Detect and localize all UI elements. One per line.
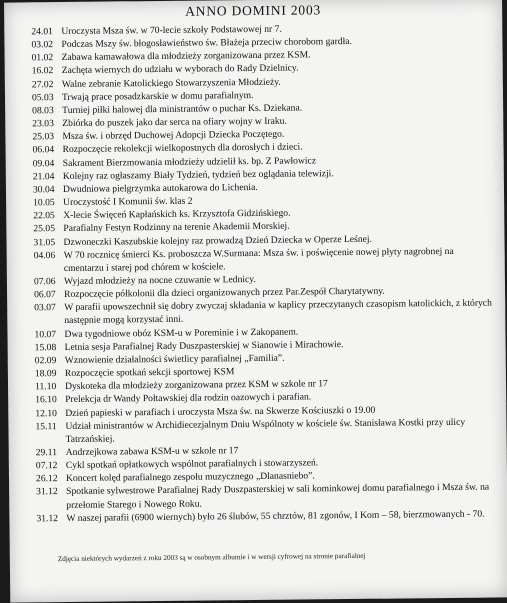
entry-text: Cykl spotkań opłatkowych wspólnot parafialnych i stowarzyszeń.	[65, 457, 319, 472]
entry-date: 21.04	[32, 170, 55, 183]
entry-text: Udział ministrantów w Archidiecezjalnym Dniu Wspólnoty w kościele św. Stanisława Kostki przy ulicy Tatrzańskiej.	[65, 416, 466, 445]
entry-text: Rozpoczęcie spotkań sekcji sportowej KSM	[64, 366, 235, 380]
entry-text: Turniej piłki halowej dla ministrantów o puchar Ks. Dziekana.	[62, 102, 303, 116]
entry-date: 10.05	[33, 197, 55, 209]
entry-text: Wyjazd młodzieży na nocne czuwanie w Lednicy.	[63, 273, 256, 287]
entry-date: 12.10	[35, 407, 57, 419]
entry-date: 26.12	[35, 473, 58, 485]
entry-text: Wznowienie działalności świetlicy parafialnej „Familia”.	[64, 352, 285, 366]
entry-text: Msza św. i obrzęd Duchowej Adopcji Dziecka Poczętego.	[62, 128, 285, 143]
entry-date: 09.04	[32, 157, 55, 169]
entry-date: 03.07	[34, 302, 56, 314]
entry-date: 01.02	[31, 52, 54, 64]
document-title: ANNO DOMINI 2003	[185, 2, 322, 19]
event-list	[31, 21, 495, 526]
entry-text: Andrzejkowa zabawa KSM-u w szkole nr 17	[65, 445, 239, 458]
entry-date: 07.12	[35, 460, 58, 472]
entry-date: 04.06	[33, 249, 56, 261]
entry-date: 10.07	[34, 328, 57, 340]
entry-date: 31.12	[36, 486, 58, 498]
entry-text: Dwudniowa pielgrzymka autokarowa do Lichenia.	[62, 181, 258, 195]
entry-text: Dyskoteka dla młodzieży zorganizowana przez KSM w szkole nr 17	[64, 378, 328, 393]
entry-text: Kolejny raz ogłaszamy Biały Tydzień, tydzień bez oglądania telewizji.	[62, 167, 334, 182]
entry-text: Koncert kolęd parafialnego zespołu muzycznego „Dlanasniebo”.	[65, 470, 315, 485]
entry-text: Podczas Mszy św. błogosławieństwo św. Błażeja przeciw chorobom gardła.	[61, 36, 352, 51]
entry-date: 24.01	[31, 26, 53, 38]
entry-date: 15.08	[34, 341, 57, 354]
entry-date: 03.02	[31, 39, 54, 51]
entry-date: 27.02	[31, 78, 54, 90]
entry-date: 16.10	[35, 394, 57, 406]
entry-text: Zachęta wiernych do udziału w wyborach do Rady Dzielnicy.	[61, 62, 299, 77]
entry-date: 06.07	[34, 289, 56, 301]
entry-text: Letnia sesja Parafialnej Rady Duszpasterskiej w Sianowie i Mirachowie.	[64, 338, 344, 353]
entry-date: 08.03	[32, 105, 54, 117]
entry-text: W naszej parafii (6900 wiernych) było 26 ślubów, 55 chrztów, 81 zgonów, I Kom – 58, bierzmowanych - 70.	[66, 508, 485, 524]
entry-date: 11.10	[34, 381, 57, 393]
entry-text: Dwa tygodniowe obóz KSM-u w Poreminie i w Zakopanem.	[64, 326, 299, 340]
document-page	[4, 0, 507, 603]
entry-text: Zbiórka do puszek jako dar serca na ofiary wojny w Iraku.	[62, 115, 287, 130]
entry-date: 22.05	[33, 210, 55, 222]
entry-date: 06.04	[32, 144, 55, 156]
entry-date: 25.05	[33, 223, 56, 235]
entry-text: Walne zebranie Katolickiego Stowarzyszenia Młodzieży.	[61, 76, 281, 90]
entry-date: 18.09	[34, 368, 57, 380]
entry-date: 05.03	[31, 91, 54, 104]
entry-text: Spotkanie sylwestrowe Parafialnej Rady Duszpasterskiej w sali kominkowej domu parafialnego i Msza św. na przełomie Starego i Nowego Roku.	[66, 482, 490, 511]
entry-date: 31.05	[33, 236, 56, 248]
entry-text: Dzwoneczki Kaszubskie kolejny raz prowadzą Dzień Dziecka w Operze Leśnej.	[63, 233, 373, 248]
entry-text: W 70 rocznicę śmierci Ks. proboszcza W.Surmana: Msza św. i poświęcenie nowej płyty nagrobnej na cmentarzu i starej pod chórem w kościele.	[63, 245, 454, 274]
entry-date: 29.11	[35, 447, 58, 459]
entry-date: 31.12	[36, 512, 59, 525]
entry-date: 07.06	[33, 276, 56, 288]
entry-text: Uroczysta Msza św. w 70-lecie szkoły Podstawowej nr 7.	[61, 23, 282, 38]
entry-date: 23.03	[32, 118, 54, 130]
entry-text: Rozpoczęcie rekolekcji wielkopostnych dla dorosłych i dzieci.	[62, 141, 303, 156]
entry-text: Uroczystość I Komunii św. klas 2	[63, 195, 193, 209]
entry-date: 16.02	[31, 65, 54, 77]
entry-text: Parafialny Festyn Rodzinny na terenie Akademii Morskiej.	[63, 220, 290, 235]
entry-text: Rozpoczęcie półkolonii dla dzieci organizowanych przez Par.Zespół Charytatywny.	[64, 285, 385, 301]
entry-text: Zabawa kamawałowa dla młodzieży zorganizowana przez KSM.	[61, 49, 311, 64]
entry-date: 15.11	[35, 420, 57, 432]
entry-text: Dzień papieski w parafiach i uroczysta Msza św. na Skwerze Kościuszki o 19.00	[65, 404, 376, 419]
entry-text: X-lecie Święceń Kapłańskich ks. Krzysztofa Gidzińskiego.	[63, 207, 291, 222]
footer-note: Zdjęcia niektórych wydarzeń z roku 2003 są w osobnym albumie i w wersji cyfrowej na stronie parafialnej	[57, 551, 366, 564]
entry-date: 02.09	[34, 354, 57, 367]
entry-text: Sakrament Bierzmowania młodzieży udzielił ks. bp. Z Pawłowicz	[62, 154, 317, 169]
entry-date: 25.03	[32, 131, 55, 143]
entry-text: W parafii upowszechnił się dobry zwyczaj składania w kaplicy przeczytanych czasopism katolickich, z których następnie mogą korzystać inni.	[64, 297, 492, 327]
entry-date: 30.04	[32, 183, 55, 196]
entry-text: Trwają prace posadzkarskie w domu parafialnym.	[61, 89, 254, 103]
entry-text: Prelekcja dr Wandy Połtawskiej dla rodzin oazowych i parafian.	[65, 391, 312, 406]
